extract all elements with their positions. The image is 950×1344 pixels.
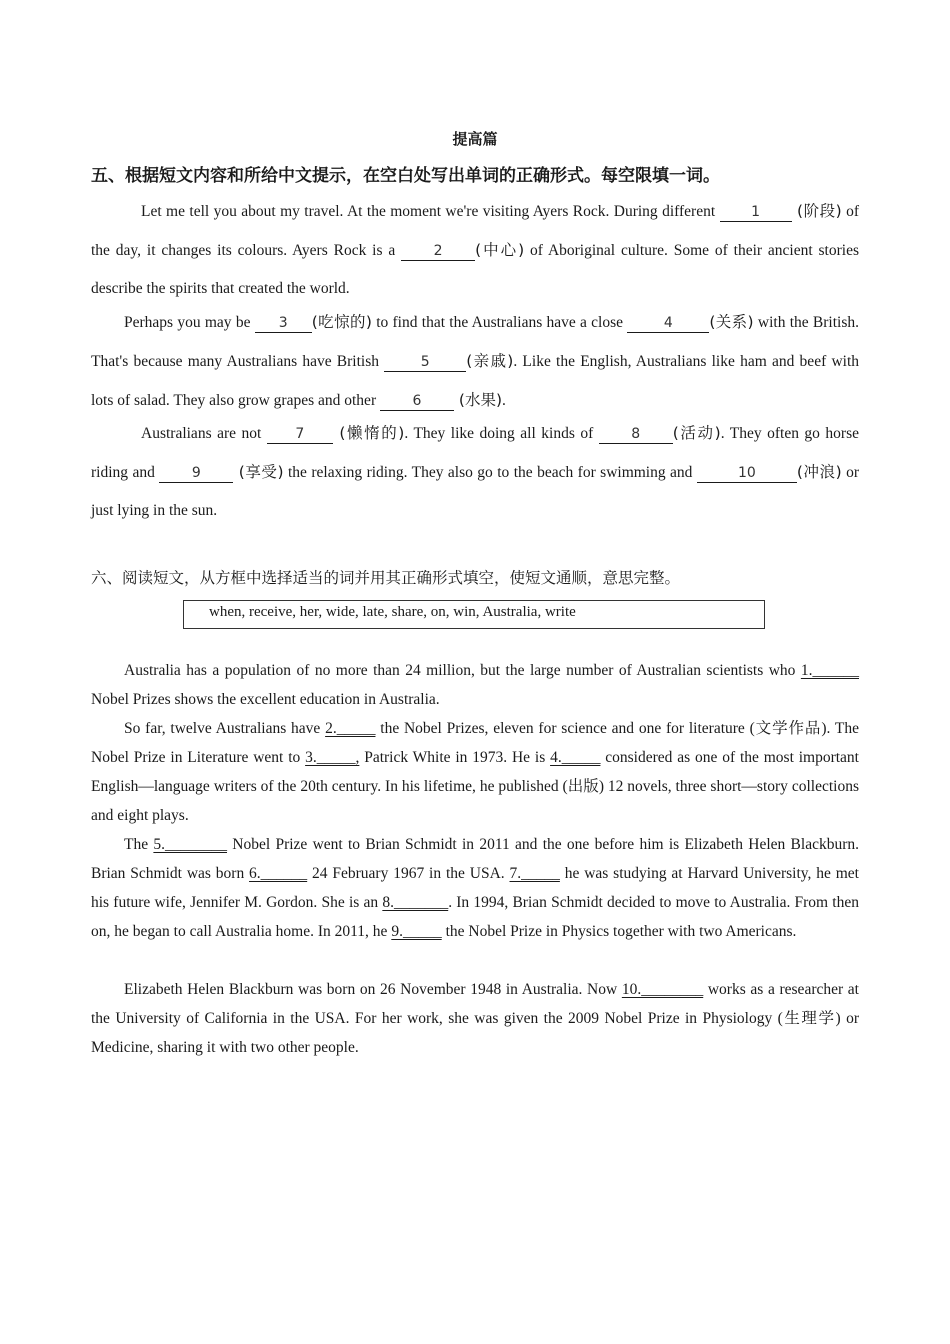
section6-paragraph-1: Australia has a population of no more than 24 million, but the large number of Australian scientists who 1.______ Nobel Prizes shows the excellent education in Australia. [91,662,859,708]
answer-blank-8[interactable]: 8 [599,425,673,444]
answer-blank-10[interactable]: 10 [697,464,797,483]
answer-blank-1[interactable]: 1 [720,203,792,222]
section6-paragraph-2: So far, twelve Australians have 2._____ the Nobel Prizes, eleven for science and one for literature (文学作品). The Nobel Prize in Literature went to 3._____, Patrick White in 1973. He is 4._____ considered as one of the most important English—language writers of the 20th century. In his lifetime, he published (出版) 12 novels, three short—story collections and eight plays. [91,719,859,824]
numbered-blank-9[interactable]: 9._____ [391,923,442,940]
numbered-blank-6[interactable]: 6.______ [249,865,308,882]
section6-heading: 六、阅读短文，从方框中选择适当的词并用其正确形式填空，使短文通顺，意思完整。 [91,569,681,587]
numbered-blank-8[interactable]: 8._______ [382,894,449,911]
section5-paragraph-3: Australians are not 7 (懒惰的). They like doing all kinds of 8 (活动). They often go horse riding and 9 (享受) the relaxing riding. They also go to the beach for swimming and 10 (冲浪) or just lying in the sun. [91,424,860,519]
word-bank-box: when, receive, her, wide, late, share, on, win, Australia, write [183,600,765,629]
numbered-blank-7[interactable]: 7._____ [509,865,560,882]
answer-blank-2[interactable]: 2 [401,242,475,261]
answer-blank-7[interactable]: 7 [267,425,333,444]
section5-heading: 五、根据短文内容和所给中文提示，在空白处写出单词的正确形式。每空限填一词。 [91,166,720,186]
answer-blank-3[interactable]: 3 [255,314,312,333]
page-title: 提高篇 [452,130,498,148]
section5-paragraph-2: Perhaps you may be 3 (吃惊的) to find that the Australians have a close 4 (关系) with the British. That's because many Australians have British 5 (亲戚). Like the English, Australians like ham and beef with lots of salad. They also grow grapes and other 6 (水果). [91,313,860,409]
answer-blank-4[interactable]: 4 [627,314,709,333]
section5-paragraph-1: Let me tell you about my travel. At the moment we're visiting Ayers Rock. During different 1 (阶段) of the day, it changes its colours. Ayers Rock is a 2 (中心) of Aboriginal culture. Some of their ancient stories describe the spirits that created the world. [91,202,859,297]
numbered-blank-1[interactable]: 1.______ [800,662,859,679]
numbered-blank-4[interactable]: 4._____ [550,749,601,766]
answer-blank-9[interactable]: 9 [159,464,233,483]
numbered-blank-3[interactable]: 3._____, [305,749,360,766]
answer-blank-6[interactable]: 6 [380,392,454,411]
numbered-blank-5[interactable]: 5.________ [153,836,228,853]
section6-paragraph-3: The 5.________ Nobel Prize went to Brian Schmidt in 2011 and the one before him is Elizabeth Helen Blackburn. Brian Schmidt was born 6.______ 24 February 1967 in the USA. 7._____ he was studying at Harvard University, he met his future wife, Jennifer M. Gordon. She is an 8._______. In 1994, Brian Schmidt decided to move to Australia. From then on, he began to call Australia home. In 2011, he 9._____ the Nobel Prize in Physics together with two Americans. [91,836,859,940]
section6-paragraph-4: Elizabeth Helen Blackburn was born on 26 November 1948 in Australia. Now 10.________ works as a researcher at the University of California in the USA. For her work, she was given the 2009 Nobel Prize in Physiology (生理学) or Medicine, sharing it with two other people. [91,981,859,1056]
numbered-blank-2[interactable]: 2._____ [325,720,376,737]
numbered-blank-10[interactable]: 10.________ [621,981,704,998]
answer-blank-5[interactable]: 5 [384,353,466,372]
